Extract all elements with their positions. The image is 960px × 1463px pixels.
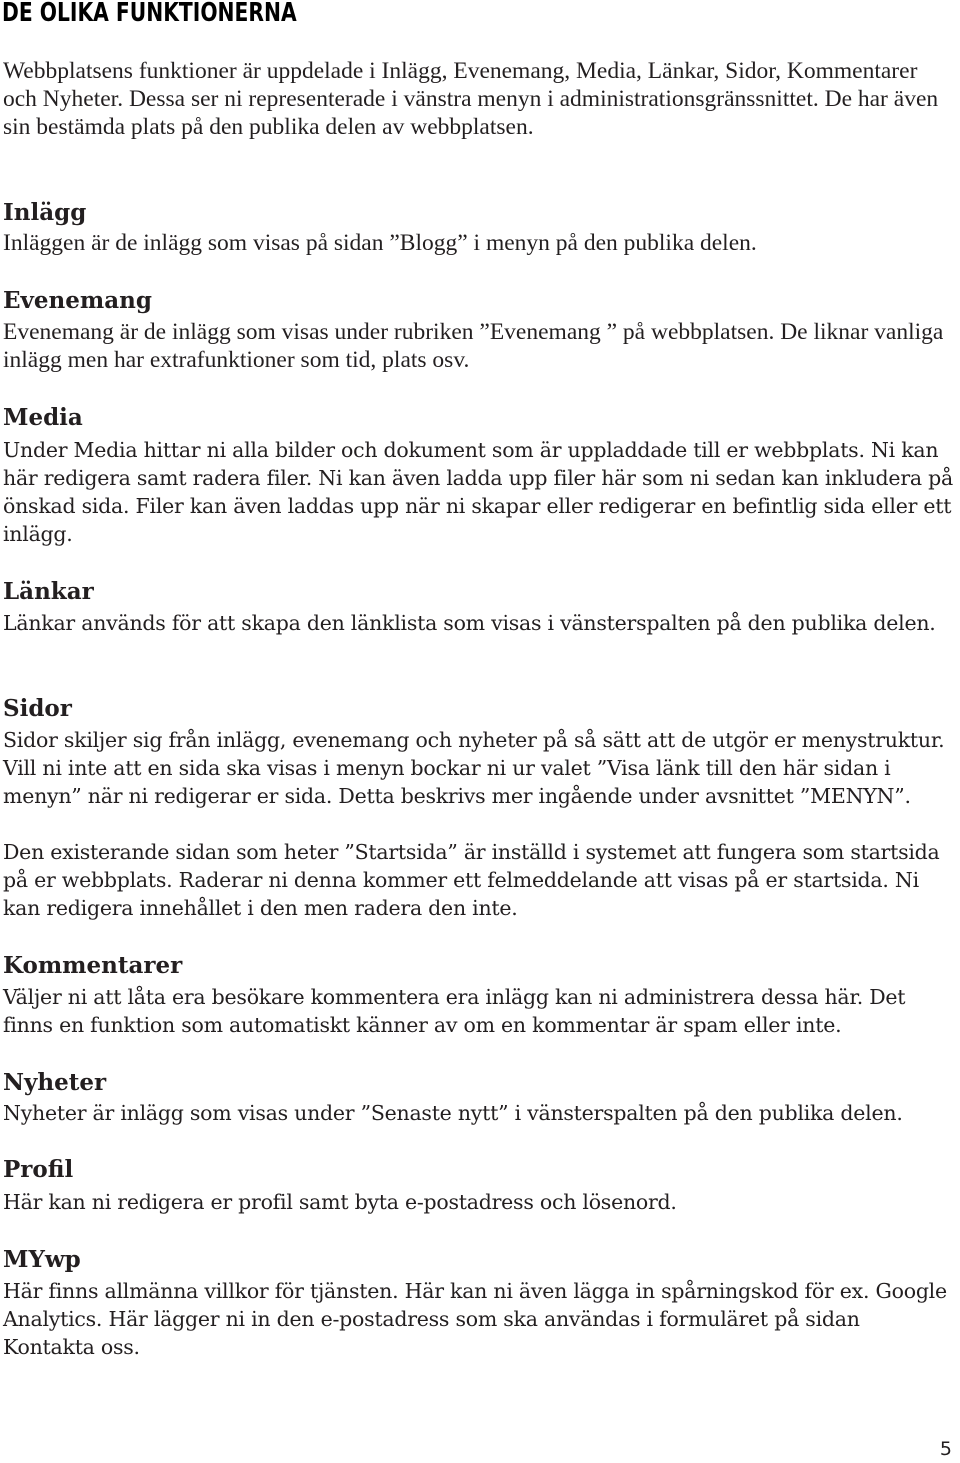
section-heading-sidor: Sidor bbox=[3, 695, 72, 722]
section-heading-mywp: MYwp bbox=[3, 1246, 81, 1273]
section-body-inlagg: Inläggen är de inlägg som visas på sidan ”Blogg” i menyn på den publika delen. bbox=[3, 230, 757, 256]
section-body-evenemang: Evenemang är de inlägg som visas under rubriken ”Evenemang ” på webbplatsen. De liknar vanliga inlägg men har extrafunktioner som tid, plats osv. bbox=[3, 319, 944, 373]
section-heading-nyheter: Nyheter bbox=[3, 1069, 107, 1096]
page-title: DE OLIKA FUNKTIONERNA bbox=[2, 0, 297, 28]
section-body-profil: Här kan ni redigera er profil samt byta e-postadress och lösenord. bbox=[3, 1190, 677, 1214]
section-body-mywp: Här finns allmänna villkor för tjänsten. Här kan ni även lägga in spårningskod för ex. Google Analytics. Här lägger ni in den e-postadress som ska användas i formuläret på sidan Kontakta oss. bbox=[3, 1279, 947, 1359]
section-body-kommentarer: Väljer ni att låta era besökare kommentera era inlägg kan ni administrera dessa här. Det finns en funktion som automatiskt känner av om en kommentar är spam eller inte. bbox=[3, 985, 906, 1037]
section-body-nyheter: Nyheter är inlägg som visas under ”Senaste nytt” i vänsterspalten på den publika delen. bbox=[3, 1101, 903, 1125]
section-body-sidor-startsida: Den existerande sidan som heter ”Startsida” är inställd i systemet att fungera som startsida på er webbplats. Raderar ni denna kommer ett felmeddelande att visas på er startsida. Ni kan redigera innehållet i den men radera den inte. bbox=[3, 840, 940, 920]
section-heading-inlagg: Inlägg bbox=[3, 199, 87, 226]
intro-paragraph: Webbplatsens funktioner är uppdelade i Inlägg, Evenemang, Media, Länkar, Sidor, Kommentarer och Nyheter. Dessa ser ni representerade i vänstra menyn i administrationsgränssnittet. De har även sin bestämda plats på den publika delen av webbplatsen. bbox=[3, 58, 939, 140]
section-heading-profil: Profil bbox=[3, 1156, 74, 1183]
section-heading-media: Media bbox=[3, 404, 83, 431]
section-body-lankar: Länkar används för att skapa den länklista som visas i vänsterspalten på den publika delen. bbox=[3, 611, 936, 635]
section-heading-evenemang: Evenemang bbox=[3, 287, 152, 314]
section-body-media: Under Media hittar ni alla bilder och dokument som är uppladdade till er webbplats. Ni kan här redigera samt radera filer. Ni kan även ladda upp filer här som ni sedan kan inkludera på önskad sida. Filer kan även laddas upp när ni skapar eller redigerar en befintlig sida eller ett inlägg. bbox=[3, 438, 953, 546]
section-heading-kommentarer: Kommentarer bbox=[3, 952, 183, 979]
section-heading-lankar: Länkar bbox=[3, 578, 94, 605]
page-number: 5 bbox=[939, 1438, 952, 1460]
section-body-sidor: Sidor skiljer sig från inlägg, evenemang och nyheter på så sätt att de utgör er menystruktur. Vill ni inte att en sida ska visas i menyn bockar ni ur valet ”Visa länk till den här sidan i menyn” när ni redigerar er sida. Detta beskrivs mer ingående under avsnittet ”MENYN”. bbox=[3, 728, 945, 808]
